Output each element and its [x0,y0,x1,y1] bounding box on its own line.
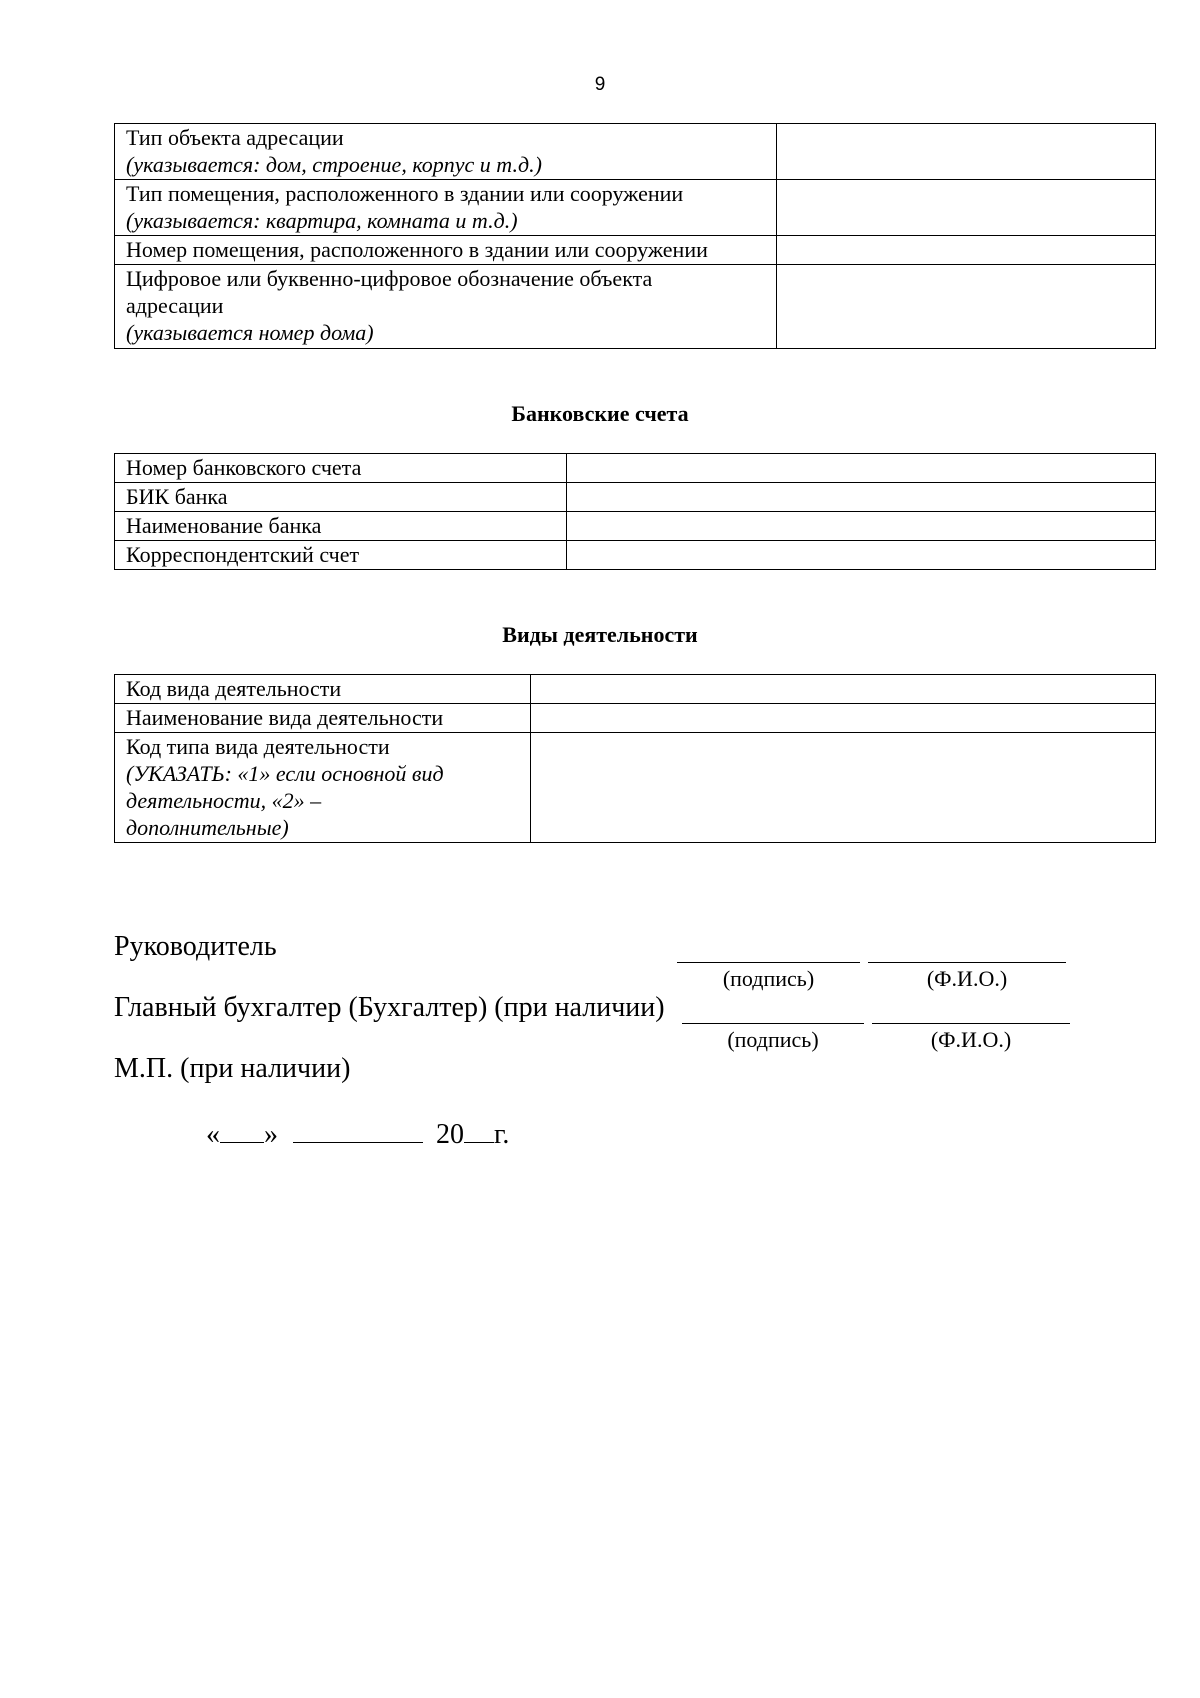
address-table [114,123,1156,349]
table-row [115,483,1156,512]
premises-type-field[interactable] [777,180,1156,236]
accountant-label: Главный бухгалтер (Бухгалтер) (при наличии) [114,992,665,1023]
table-row [115,180,1156,236]
correspondent-account-field[interactable] [566,541,1155,570]
head-signature-caption: (подпись) [722,966,815,991]
address-designation-field[interactable] [777,265,1156,349]
accountant-signature-line[interactable] [682,1023,864,1024]
table-row [115,704,1156,733]
account-number-field[interactable] [566,454,1155,483]
table-row [115,236,1156,265]
bank-name-label: Наименование банка [115,512,567,541]
correspondent-account-label: Корреспондентский счет [115,541,567,570]
close-quote: » [264,1119,278,1150]
head-name-caption: (Ф.И.О.) [926,966,1008,991]
row-hint: (указывается номер дома) [126,320,374,345]
activity-code-label: Код вида деятельности [115,675,531,704]
date-line [206,1118,509,1151]
table-row [115,675,1156,704]
row-label: Номер помещения, расположенного в здании или сооружении [126,237,708,262]
day-blank[interactable] [220,1118,264,1143]
accountant-signature-caption: (подпись) [727,1027,819,1052]
table-row [115,512,1156,541]
bank-accounts-title: Банковские счета [511,401,689,426]
head-label: Руководитель [114,931,277,962]
bank-accounts-table [114,453,1156,570]
table-row [115,541,1156,570]
accountant-name-line[interactable] [872,1023,1070,1024]
activity-name-field[interactable] [530,704,1155,733]
activity-type-code-field[interactable] [530,733,1155,843]
activities-title: Виды деятельности [502,622,698,647]
row-hint: (указывается: квартира, комната и т.д.) [126,208,518,233]
row-hint: дополнительные) [126,815,289,840]
row-label: Цифровое или буквенно-цифровое обозначение объекта [126,266,653,291]
address-object-type-field[interactable] [777,124,1156,180]
year-prefix: 20 [436,1119,464,1150]
year-blank[interactable] [464,1118,494,1143]
premises-type-label [115,180,777,236]
row-hint: (УКАЗАТЬ: «1» если основной вид [126,761,444,786]
table-row [115,454,1156,483]
year-suffix: г. [494,1119,510,1150]
premises-number-label [115,236,777,265]
table-row [115,265,1156,349]
page-number: 9 [594,74,606,95]
stamp-label: М.П. (при наличии) [114,1053,351,1084]
bik-label: БИК банка [115,483,567,512]
row-label: Тип объекта адресации [126,125,344,150]
account-number-label: Номер банковского счета [115,454,567,483]
row-label: Код типа вида деятельности [126,734,390,759]
row-hint: (указывается: дом, строение, корпус и т.д.) [126,152,542,177]
premises-number-field[interactable] [777,236,1156,265]
address-designation-label [115,265,777,349]
open-quote: « [206,1119,220,1150]
bank-name-field[interactable] [566,512,1155,541]
head-name-line[interactable] [868,962,1066,963]
activity-code-field[interactable] [530,675,1155,704]
activities-table [114,674,1156,843]
accountant-name-caption: (Ф.И.О.) [930,1027,1012,1052]
activity-type-code-label [115,733,531,843]
table-row [115,733,1156,843]
row-label: адресации [126,293,224,318]
activity-name-label: Наименование вида деятельности [115,704,531,733]
address-object-type-label [115,124,777,180]
row-label: Тип помещения, расположенного в здании или сооружении [126,181,684,206]
month-blank[interactable] [293,1118,423,1143]
bik-field[interactable] [566,483,1155,512]
head-signature-line[interactable] [677,962,860,963]
table-row [115,124,1156,180]
row-hint: деятельности, «2» – [126,788,322,813]
